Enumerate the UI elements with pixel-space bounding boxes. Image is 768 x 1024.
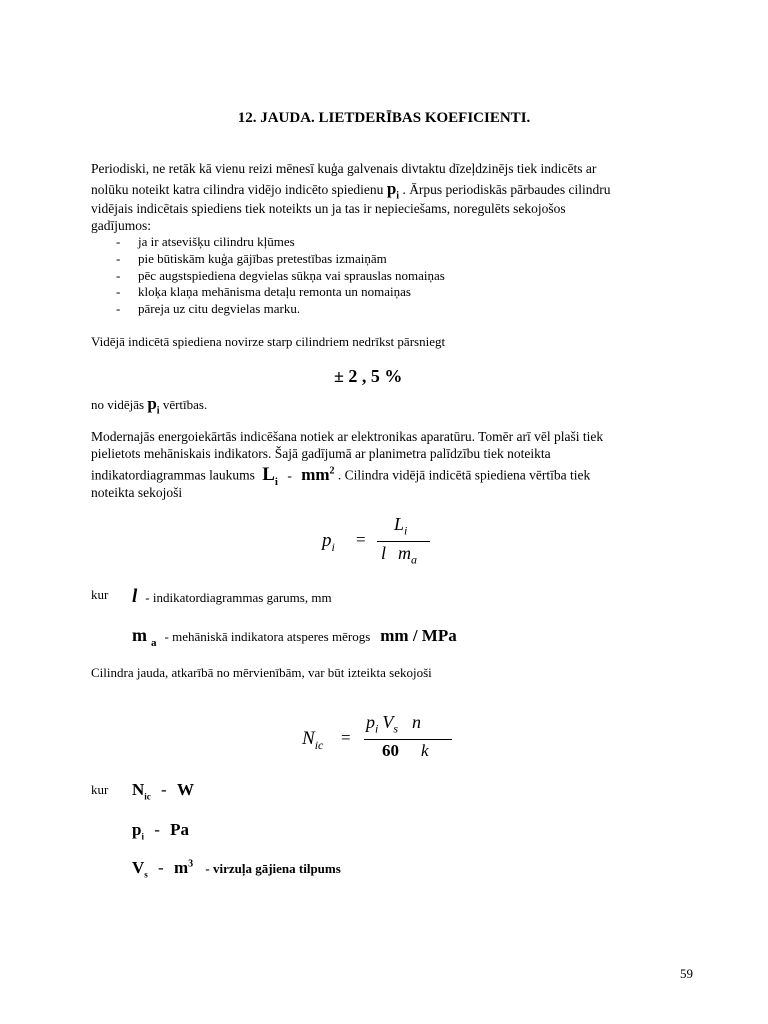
deviation-value: ± 2 , 5 %: [334, 366, 403, 386]
formula-1-numerator: $L_i$: [394, 514, 408, 538]
ma-symbol: m $_a$: [132, 625, 157, 649]
formula-1-lhs: $p_i$: [322, 530, 335, 554]
list-item: - pāreja uz citu degvielas marku.: [116, 301, 301, 317]
paragraph-1-line-1: Periodiski, ne retāk kā vienu reizi mēnesī kuģa galvenais divtaktu dīzeļdzinējs tiek indicēts ar: [91, 161, 597, 176]
mm2-unit: $mm^2$: [301, 464, 335, 484]
page-title: 12. JAUDA. LIETDERĪBAS KOEFICIENTI.: [237, 110, 531, 126]
paragraph-1-line-4: gadījumos:: [91, 218, 151, 233]
paragraph-1-line-3: vidējais indicētais spiediens tiek noteikts un ja tas ir nepieciešams, noregulēts sekojošos: [91, 201, 566, 216]
page-number: 59: [680, 966, 693, 981]
unit-row: $V_s - m^3$ - virzuļa gājiena tilpums: [132, 858, 341, 880]
list-item: - pie būtiskām kuģa gājības pretestības izmaiņām: [116, 250, 387, 266]
formula-1-denominator: l $m_a$: [381, 543, 418, 567]
formula-1-equals: =: [356, 530, 366, 549]
formula-2-lhs: $N_{ic}$: [302, 728, 324, 752]
list-item: - ja ir atsevišķu cilindru kļūmes: [116, 234, 295, 249]
condition-list: [116, 234, 445, 318]
unit-row: $p_i$ - Pa: [132, 820, 190, 842]
fraction-bar: [377, 541, 430, 542]
pi-symbol: $p_i$: [386, 179, 400, 202]
deviation-text: Vidējā indicētā spiediena novirze starp cilindriem nedrīkst pārsniegt: [91, 334, 446, 349]
power-text: Cilindra jauda, atkarībā no mērvienībām, var būt izteikta sekojoši: [91, 665, 432, 680]
paragraph-2-line-3: indikatordiagrammas laukums $L_i - mm^2$ . Cilindra vidējā indicētā spiediena vērtība tiek: [91, 463, 591, 488]
li-symbol: $L_i$: [262, 463, 278, 488]
fraction-bar: [364, 739, 452, 740]
definition-l: l - indikatordiagrammas garums, mm: [132, 586, 332, 607]
formula-2-equals: =: [341, 728, 351, 747]
list-item: - pēc augstspiediena degvielas sūkņa vai sprauslas nomaiņas: [116, 267, 445, 283]
unit-row: $N_{ic}$ - W: [132, 780, 194, 802]
paragraph-2-line-1: Modernajās energoiekārtās indicēšana notiek ar elektronikas aparatūru. Tomēr arī vēl plaši tiek: [91, 429, 604, 444]
list-item: - kloķa klaņa mehānisma detaļu remonta un nomaiņas: [116, 284, 411, 300]
paragraph-1-line-2-pre: nolūku noteikt katra cilindra vidējo indicēto spiedienu: [91, 182, 384, 197]
from-average-line: no vidējās $p_i$ vērtības.: [91, 394, 208, 417]
formula-2-denominator: 60 k: [382, 741, 429, 760]
kur-label-2: kur: [91, 782, 109, 797]
definition-ma: m $_a$ - mehāniskā indikatora atsperes mērogs mm / MPa: [132, 625, 457, 649]
formula-2-numerator: $p_i$ $V_s$ n: [366, 712, 422, 736]
paragraph-2-line-2: pielietots mehāniskais indikators. Šajā gadījumā ar planimetra palīdzību tiek noteikta: [91, 446, 551, 461]
kur-label-1: kur: [91, 587, 109, 602]
pi-symbol: $p_i$: [147, 394, 160, 417]
paragraph-2-line-4: noteikta sekojoši: [91, 485, 183, 500]
paragraph-1-line-2-post: . Ārpus periodiskās pārbaudes cilindru: [402, 182, 611, 197]
